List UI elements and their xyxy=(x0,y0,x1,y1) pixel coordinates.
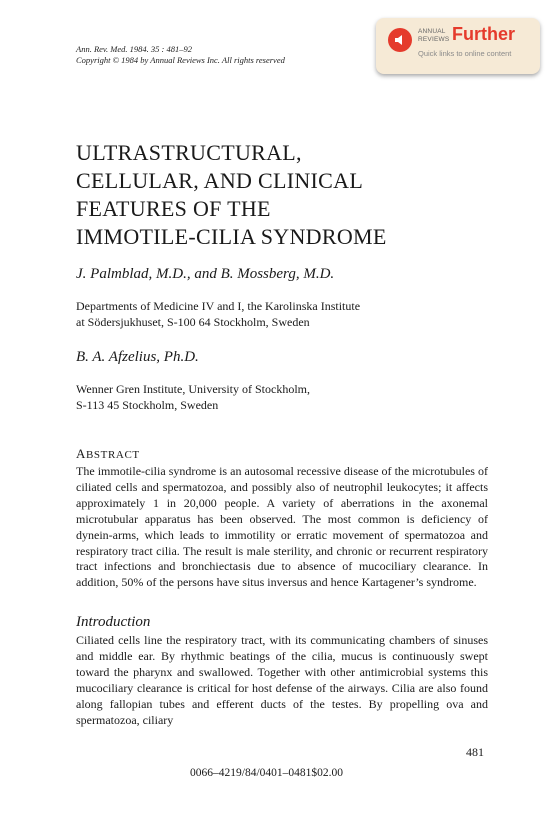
abstract-text: The immotile-cilia syndrome is an autosomal recessive disease of the microtubules of ciliated cells and spermatozoa, and possibly also of neutrophil leukocytes; it affects approximately 1 in 20,000 people. A variety of aberrations in the axonemal microtubular apparatus has been observed. The most common is deficiency of dynein-arms, which leads to immotility or erratic movement of spermatozoa and respiratory tract cilia. The result is male sterility, and chronic or recurrent respiratory tract infections and bronchiectasis due to absence of mucociliary clearance. In addition, 50% of the persons have situs inversus and hence Kartagener’s syndrome. xyxy=(76,464,488,590)
journal-citation xyxy=(76,44,285,66)
citation-line-1: Ann. Rev. Med. 1984. 35 : 481–92 xyxy=(76,44,192,54)
badge-reviews-text: REVIEWS xyxy=(418,35,450,43)
affiliation-line: Departments of Medicine IV and I, the Karolinska Institute xyxy=(76,299,361,313)
introduction-text: Ciliated cells line the respiratory tract, with its communicating chambers of sinuses and middle ear. By rhythmic beatings of the cilia, mucus is continuously swept toward the pharynx and swallowed. Together with other antimicrobial systems this mucociliary clearance is critical for host defense of the airways. Cilia are also found along fallopian tubes and efferent ducts of the testes. By propelling ova and spermatozoa, ciliary xyxy=(76,633,488,727)
title-line: CELLULAR, AND CLINICAL xyxy=(76,168,364,193)
affiliation-line: S-113 45 Stockholm, Sweden xyxy=(76,398,219,412)
badge-brand xyxy=(418,28,449,43)
speaker-play-icon xyxy=(388,28,412,52)
affiliation-line: Wenner Gren Institute, University of Stockholm, xyxy=(76,382,310,396)
title-line: ULTRASTRUCTURAL, xyxy=(76,140,302,165)
authors-secondary: B. A. Afzelius, Ph.D. xyxy=(76,349,199,365)
affiliation-line: at Södersjukhuset, S-100 64 Stockholm, Sweden xyxy=(76,315,310,329)
title-line: FEATURES OF THE xyxy=(76,196,271,221)
further-badge[interactable] xyxy=(376,18,540,74)
authors-primary: J. Palmblad, M.D., and B. Mossberg, M.D. xyxy=(76,266,335,282)
badge-subtitle: Quick links to online content xyxy=(418,49,512,58)
affiliation-secondary xyxy=(76,381,310,413)
badge-further-text: Further xyxy=(452,24,515,44)
page-number: 481 xyxy=(466,745,484,759)
title-line: IMMOTILE-CILIA SYNDROME xyxy=(76,224,387,249)
introduction-heading: Introduction xyxy=(76,614,151,630)
badge-annual-text: ANNUAL xyxy=(418,28,446,35)
affiliation-primary xyxy=(76,298,360,330)
article-title xyxy=(76,139,387,251)
abstract-heading: ABSTRACT xyxy=(76,446,140,461)
citation-line-2: Copyright © 1984 by Annual Reviews Inc. All rights reserved xyxy=(76,55,285,65)
issn-code: 0066–4219/84/0401–0481$02.00 xyxy=(190,767,344,779)
